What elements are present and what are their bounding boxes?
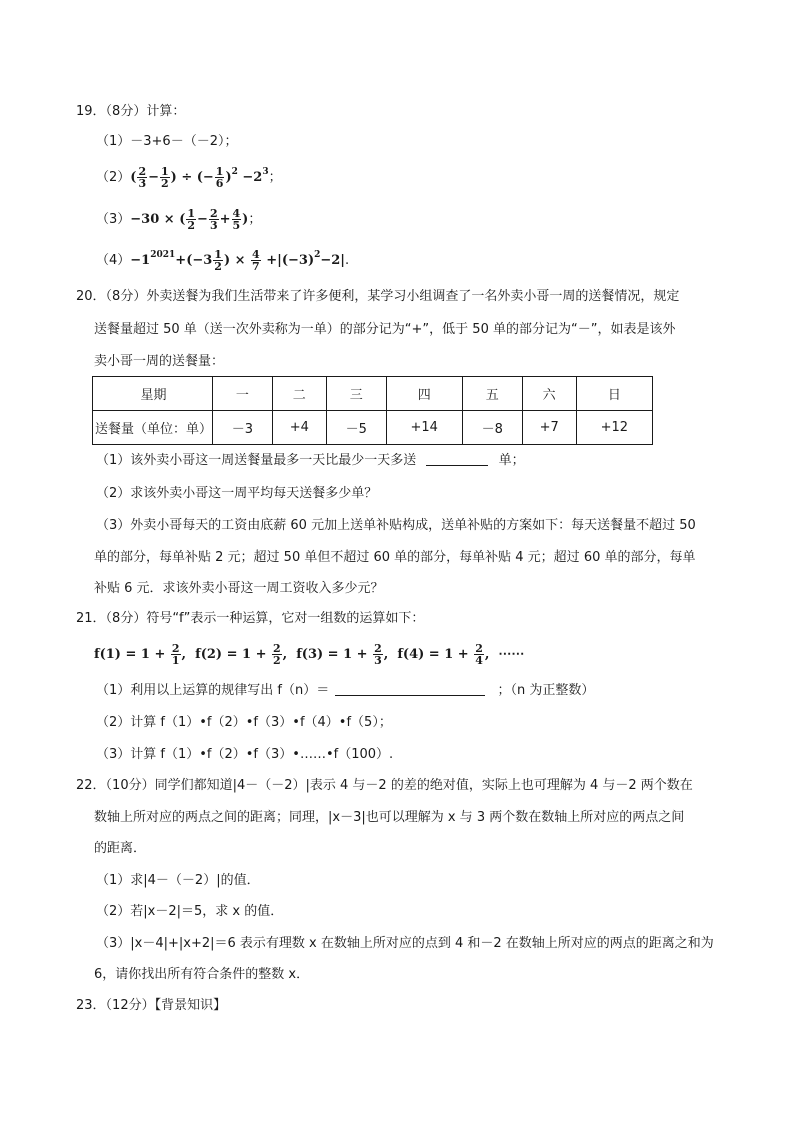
q22-line1: 22．（10分）同学们都知道|4－（－2）|表示 4 与－2 的差的绝对值，实际上也可理解为 4 与－2 两个数在	[76, 778, 693, 793]
q20-line1: 20．（8分）外卖送餐为我们生活带来了许多便利，某学习小组调查了一名外卖小哥一周的送餐情况，规定	[76, 289, 680, 304]
q20-sub1	[96, 452, 525, 470]
table-cell: +7	[522, 411, 576, 445]
table-header-cell: 六	[522, 377, 576, 411]
q20-sub2: （2）求该外卖小哥这一周平均每天送餐多少单？	[96, 486, 378, 501]
q19-part2-label: （2）	[96, 170, 131, 185]
q22-sub3-line2: 6，请你找出所有符合条件的整数 x．	[94, 967, 310, 982]
q21-formula: f(1) = 1 + $\frac{2}{1}$ , f(2) = 1 + $\frac{2}{2}$ , f(3) = 1 + $\frac{2}{3}$ , f(4) = 1 + $\frac{2}{4}$ , ⋯⋯	[94, 642, 525, 667]
q22-sub3-line1: （3）|x－4|+|x+2|＝6 表示有理数 x 在数轴上所对应的点到 4 和－2 在数轴上所对应的两点的距离之和为	[96, 936, 714, 951]
q20-sub3-line3: 补贴 6 元．求该外卖小哥这一周工资收入多少元？	[94, 581, 384, 596]
table-row	[93, 411, 653, 445]
table-cell: －3	[213, 411, 273, 445]
q21-sub3: （3）计算 f（1）•f（2）•f（3）•……•f（100）.	[96, 747, 394, 762]
q19-part3: （3）−30 × ( $\frac{1}{2}$ − $\frac{2}{3}$ + $\frac{4}{5}$ )；	[96, 207, 262, 232]
table-header-cell: 日	[576, 377, 652, 411]
q19-heading: 19．（8分）计算：	[76, 104, 186, 119]
answer-blank[interactable]	[426, 452, 488, 466]
q22-line3: 的距离．	[94, 841, 147, 856]
q21-sub1-text: （1）利用以上运算的规律写出 f（n）＝	[96, 683, 330, 698]
table-header-cell: 五	[462, 377, 522, 411]
table-header-cell: 星期	[93, 377, 213, 411]
q22-sub1: （1）求|4－（－2）|的值．	[96, 873, 260, 888]
q19-part2: （2）( $\frac{2}{3}$ − $\frac{1}{2}$ ) ÷ (− $\frac{1}{6}$ )$^2 -2^3$；	[96, 165, 282, 190]
table-cell: +4	[272, 411, 326, 445]
q19-part3-label: （3）	[96, 212, 131, 227]
q20-line2: 送餐量超过 50 单（送一次外卖称为一单）的部分记为“+”，低于 50 单的部分记为“－”，如表是该外	[94, 322, 676, 337]
q21-heading: 21．（8分）符号“f”表示一种运算，它对一组数的运算如下：	[76, 611, 425, 626]
q21-sub2: （2）计算 f（1）•f（2）•f（3）•f（4）•f（5）；	[96, 715, 392, 730]
q20-sub1-text: （1）该外卖小哥这一周送餐量最多一天比最少一天多送	[96, 453, 417, 468]
table-header-cell: 三	[326, 377, 386, 411]
table-cell: +14	[386, 411, 462, 445]
table-header-cell: 二	[272, 377, 326, 411]
delivery-table	[92, 376, 653, 445]
q21-sub1	[96, 682, 594, 700]
q22-sub2: （2）若|x－2|＝5，求 x 的值．	[96, 904, 284, 919]
table-cell: +12	[576, 411, 652, 445]
q19-part2-tail: ；	[268, 170, 282, 185]
q23-heading: 23．（12分）【背景知识】	[76, 998, 227, 1013]
q20-sub1-unit: 单；	[498, 453, 525, 468]
q19-part3-tail: ；	[248, 212, 262, 227]
answer-blank[interactable]	[335, 682, 485, 696]
table-header-cell: 一	[213, 377, 273, 411]
table-cell: －8	[462, 411, 522, 445]
table-header-cell: 四	[386, 377, 462, 411]
table-header-row	[93, 377, 653, 411]
table-cell: 送餐量（单位：单）	[93, 411, 213, 445]
q20-sub3-line2: 单的部分，每单补贴 2 元；超过 50 单但不超过 60 单的部分，每单补贴 4 元；超过 60 单的部分，每单	[94, 550, 696, 565]
q20-sub3-line1: （3）外卖小哥每天的工资由底薪 60 元加上送单补贴构成，送单补贴的方案如下：每天送餐量不超过 50	[96, 518, 696, 533]
q21-sub1-note: ；（n 为正整数）	[497, 683, 595, 698]
table-cell: －5	[326, 411, 386, 445]
q19-part4: $(4)-1^{2021}+(-3$ $\frac{1}{2}$ ) × $\frac{4}{7}$ $+|(-3)^2-2|$.	[96, 248, 350, 273]
q19-part4-label: （4）	[96, 253, 131, 268]
q19-part4-tail: .	[345, 253, 350, 268]
q19-part1: （1）－3+6－（－2）；	[96, 134, 238, 149]
q22-line2: 数轴上所对应的两点之间的距离；同理，|x－3|也可以理解为 x 与 3 两个数在数轴上所对应的两点之间	[94, 810, 685, 825]
q20-line3: 卖小哥一周的送餐量：	[94, 354, 225, 369]
